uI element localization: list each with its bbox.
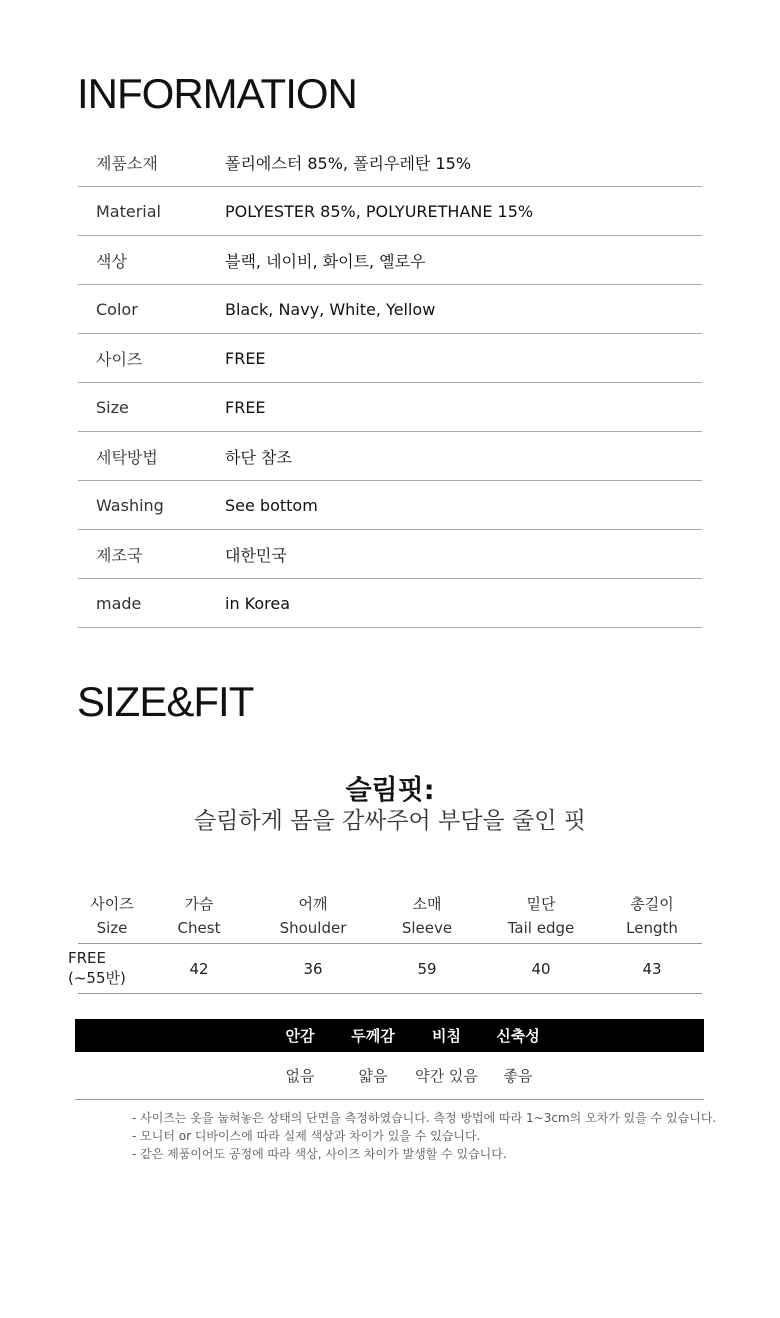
tail-edge-col-header-kr: 밑단 — [526, 895, 556, 913]
shoulder-cell: 36 — [303, 959, 323, 978]
info-label: 세탁방법 — [96, 447, 158, 467]
lining-value: 없음 — [285, 1067, 315, 1085]
information-title: INFORMATION — [77, 70, 357, 117]
tail-edge-col-header — [480, 890, 602, 943]
note-item: - 모니터 or 디바이스에 따라 실제 색상과 차이가 있을 수 있습니다. — [132, 1129, 481, 1143]
information-table — [78, 138, 702, 628]
info-row-washing-en — [78, 481, 702, 530]
note-item: - 사이즈는 옷을 눕혀놓은 상태의 단면을 측정하였습니다. 측정 방법에 따라 1~3cm의 오차가 있을 수 있습니다. — [132, 1111, 717, 1125]
size-col-header-en: Size — [96, 919, 128, 937]
info-row-origin-en — [78, 579, 702, 628]
info-value: 블랙, 네이비, 화이트, 옐로우 — [225, 251, 426, 271]
stretch-header: 신축성 — [496, 1027, 540, 1045]
size-fit-title: SIZE&FIT — [77, 678, 254, 725]
length-col-header — [602, 890, 702, 943]
info-row-size-kr — [78, 334, 702, 383]
info-value: Black, Navy, White, Yellow — [225, 299, 436, 319]
shoulder-col-header-kr: 어깨 — [298, 895, 328, 913]
info-label: 사이즈 — [96, 349, 143, 369]
sleeve-col-header-kr: 소매 — [412, 895, 442, 913]
size-table — [68, 890, 702, 994]
info-row-material-en — [78, 187, 702, 236]
fit-type-description: 슬림하게 몸을 감싸주어 부담을 줄인 핏 — [193, 808, 587, 834]
chest-col-header-kr: 가슴 — [184, 895, 214, 913]
info-value: FREE — [225, 397, 266, 417]
info-value: 하단 참조 — [225, 447, 292, 467]
note-item: - 같은 제품이어도 공정에 따라 색상, 사이즈 차이가 발생할 수 있습니다. — [132, 1147, 507, 1161]
info-label: Washing — [96, 495, 164, 515]
fabric-table-header — [75, 1019, 704, 1052]
info-label: Size — [96, 397, 129, 417]
lining-header: 안감 — [285, 1027, 315, 1045]
length-col-header-kr: 총길이 — [630, 895, 674, 913]
sleeve-col-header-en: Sleeve — [401, 919, 453, 937]
info-row-origin-kr — [78, 530, 702, 579]
length-cell: 43 — [642, 959, 662, 978]
info-row-color-en — [78, 285, 702, 334]
info-label: made — [96, 593, 142, 613]
info-value: 대한민국 — [225, 545, 287, 565]
chest-col-header-en: Chest — [177, 919, 221, 937]
info-row-material-kr — [78, 138, 702, 187]
tail-edge-col-header-en: Tail edge — [507, 919, 575, 937]
stretch-value: 좋음 — [503, 1067, 533, 1085]
thickness-value: 얇음 — [358, 1067, 388, 1085]
size-col-header-kr: 사이즈 — [90, 895, 134, 913]
sheerness-header: 비침 — [432, 1027, 461, 1045]
shoulder-col-header-en: Shoulder — [279, 919, 347, 937]
fabric-table-row — [75, 1052, 704, 1100]
info-value: 폴리에스터 85%, 폴리우레탄 15% — [225, 153, 472, 173]
size-col-header — [78, 890, 146, 943]
table-row — [68, 944, 702, 994]
thickness-header: 두께감 — [351, 1027, 395, 1045]
sheerness-value: 약간 있음 — [415, 1067, 478, 1085]
size-cell: FREE (~55반) — [68, 949, 126, 987]
sleeve-col-header — [374, 890, 480, 943]
chest-cell: 42 — [189, 959, 209, 978]
tail-edge-cell: 40 — [531, 959, 551, 978]
size-table-header — [78, 890, 702, 944]
info-value: See bottom — [225, 495, 318, 515]
length-col-header-en: Length — [626, 919, 678, 937]
info-label: 제품소재 — [96, 153, 158, 173]
info-row-washing-kr — [78, 432, 702, 481]
info-value: POLYESTER 85%, POLYURETHANE 15% — [225, 201, 534, 221]
info-label: Color — [96, 299, 138, 319]
fabric-table — [75, 1019, 704, 1100]
fit-type-heading: 슬림핏: — [345, 775, 435, 806]
info-row-color-kr — [78, 236, 702, 285]
info-label: Material — [96, 201, 161, 221]
info-label: 제조국 — [96, 545, 143, 565]
sleeve-cell: 59 — [417, 959, 437, 978]
info-value: FREE — [225, 348, 266, 368]
shoulder-col-header — [252, 890, 374, 943]
info-value: in Korea — [225, 593, 291, 613]
size-notes — [132, 1109, 716, 1163]
info-row-size-en — [78, 383, 702, 432]
info-label: 색상 — [96, 251, 127, 271]
chest-col-header — [146, 890, 252, 943]
